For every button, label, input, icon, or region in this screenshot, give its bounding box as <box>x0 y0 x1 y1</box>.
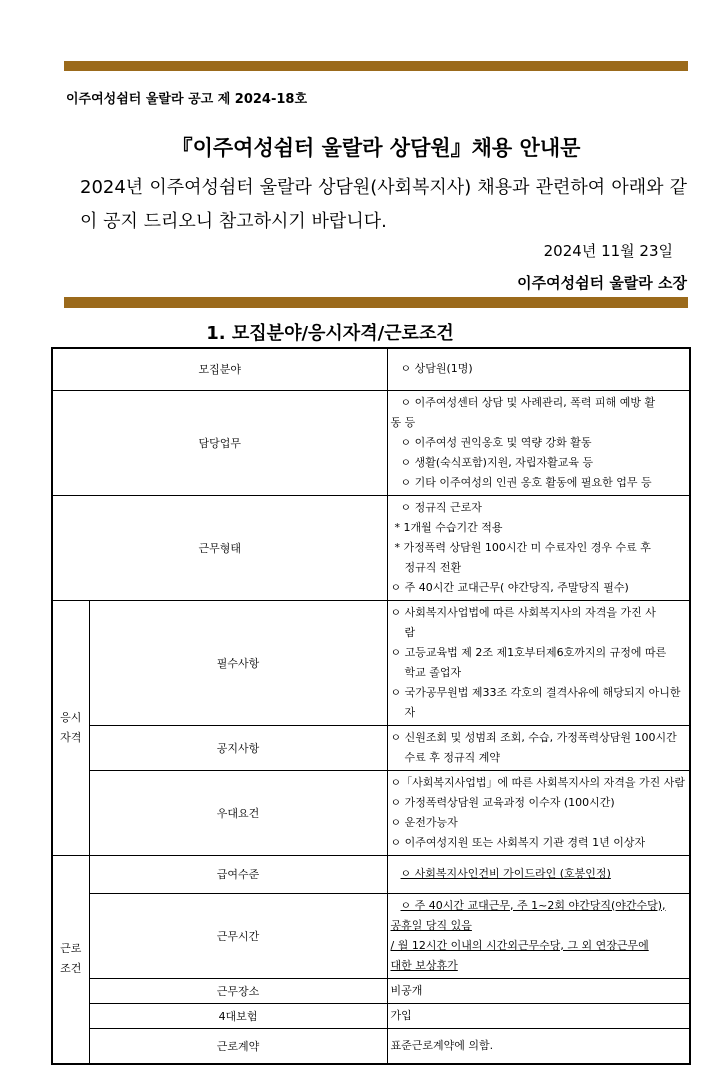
duties-line: ㅇ 기타 이주여성의 인권 옹호 활동에 필요한 업무 등 <box>400 475 652 489</box>
label-preferred: 우대요건 <box>89 770 387 855</box>
label-insurance: 4대보험 <box>89 1003 387 1028</box>
label-notice: 공지사항 <box>89 725 387 770</box>
preferred-line: ㅇ 가정폭력상담원 교육과정 이수자 (100시간) <box>390 795 615 809</box>
value-duties <box>387 390 690 495</box>
preferred-line: ㅇ 운전가능자 <box>390 815 458 829</box>
value-contract: 표준근로계약에 의함. <box>387 1028 690 1064</box>
recruitment-table <box>51 347 691 1065</box>
row-contract <box>52 1028 690 1064</box>
group-conditions-label-2: 조건 <box>60 962 82 976</box>
row-recruit-field <box>52 348 690 390</box>
work-type-line: * 가정폭력 상담원 100시간 미 수료자인 경우 수료 후 <box>394 540 651 554</box>
recruit-field-line: ㅇ 상담원(1명) <box>400 362 473 376</box>
label-salary: 급여수준 <box>89 855 387 893</box>
duties-line: 동 등 <box>390 415 416 429</box>
label-place: 근무장소 <box>89 978 387 1003</box>
label-hours: 근무시간 <box>89 893 387 978</box>
value-hours <box>387 893 690 978</box>
notice-date: 2024년 11월 23일 <box>543 242 673 260</box>
group-qualification-label-2: 자격 <box>60 730 82 744</box>
notice-line: ㅇ 신원조회 및 성범죄 조회, 수습, 가정폭력상담원 100시간 <box>390 730 677 744</box>
middle-rule <box>64 297 688 308</box>
value-required <box>387 600 690 725</box>
signer: 이주여성쉼터 울랄라 소장 <box>517 274 687 292</box>
group-qualification <box>52 600 89 855</box>
value-notice <box>387 725 690 770</box>
value-recruit-field <box>387 348 690 390</box>
section-title: 1. 모집분야/응시자격/근로조건 <box>206 323 454 344</box>
group-conditions <box>52 855 89 1064</box>
required-line: ㅇ 고등교육법 제 2조 제1호부터제6호까지의 규정에 따른 <box>390 645 667 659</box>
row-duties <box>52 390 690 495</box>
row-insurance <box>52 1003 690 1028</box>
top-rule <box>64 61 688 71</box>
required-line: 자 <box>404 705 416 719</box>
work-type-line: ㅇ 주 40시간 교대근무( 야간당직, 주말당직 필수) <box>390 580 629 594</box>
page-title: 『이주여성쉼터 울랄라 상담원』채용 안내문 <box>171 136 581 160</box>
duties-line: ㅇ 생활(숙식포함)지원, 자립자활교육 등 <box>400 455 594 469</box>
row-notice <box>52 725 690 770</box>
preferred-line: ㅇ 이주여성지원 또는 사회복지 기관 경력 1년 이상자 <box>390 835 646 849</box>
work-type-line: ㅇ 정규직 근로자 <box>400 500 482 514</box>
value-work-type <box>387 495 690 600</box>
group-qualification-label-1: 응시 <box>60 710 82 724</box>
intro-paragraph: 2024년 이주여성쉼터 울랄라 상담원(사회복지사) 채용과 관련하여 아래와 같이 공지 드리오니 참고하시기 바랍니다. <box>80 177 687 232</box>
value-place: 비공개 <box>387 978 690 1003</box>
value-insurance: 가입 <box>387 1003 690 1028</box>
group-conditions-label-1: 근로 <box>60 942 82 956</box>
row-hours <box>52 893 690 978</box>
notice-number: 이주여성쉼터 울랄라 공고 제 2024-18호 <box>66 92 308 107</box>
required-line: ㅇ 사회복지사업법에 따른 사회복지사의 자격을 가진 사 <box>390 605 656 619</box>
preferred-line: ㅇ「사회복지사업법」에 따른 사회복지사의 자격을 가진 사람 <box>390 775 686 789</box>
hours-line: / 월 12시간 이내의 시간외근무수당, 그 외 연장근무에 <box>390 938 649 952</box>
required-line: 람 <box>404 625 416 639</box>
required-line: 학교 졸업자 <box>404 665 462 679</box>
salary-line: ㅇ 사회복지사인건비 가이드라인 (호봉인정) <box>400 867 611 880</box>
notice-line: 수료 후 정규직 계약 <box>404 750 501 764</box>
required-line: ㅇ 국가공무원법 제33조 각호의 결격사유에 해당되지 아니한 <box>390 685 681 699</box>
label-work-type: 근무형태 <box>52 495 387 600</box>
work-type-line: 정규직 전환 <box>404 560 462 574</box>
row-place <box>52 978 690 1003</box>
value-salary <box>387 855 690 893</box>
value-preferred <box>387 770 690 855</box>
hours-line: 대한 보상휴가 <box>390 958 458 972</box>
row-salary <box>52 855 690 893</box>
row-work-type <box>52 495 690 600</box>
label-required: 필수사항 <box>89 600 387 725</box>
duties-line: ㅇ 이주여성 권익옹호 및 역량 강화 활동 <box>400 435 592 449</box>
label-duties: 담당업무 <box>52 390 387 495</box>
row-preferred <box>52 770 690 855</box>
hours-line: ㅇ 주 40시간 교대근무, 주 1~2회 야간당직(야간수당), <box>400 898 666 912</box>
duties-line: ㅇ 이주여성센터 상담 및 사례관리, 폭력 피해 예방 활 <box>400 395 656 409</box>
label-recruit-field: 모집분야 <box>52 348 387 390</box>
label-contract: 근로계약 <box>89 1028 387 1064</box>
work-type-line: * 1개월 수습기간 적용 <box>394 520 503 534</box>
row-required <box>52 600 690 725</box>
hours-line: 공휴일 당직 있음 <box>390 918 472 932</box>
